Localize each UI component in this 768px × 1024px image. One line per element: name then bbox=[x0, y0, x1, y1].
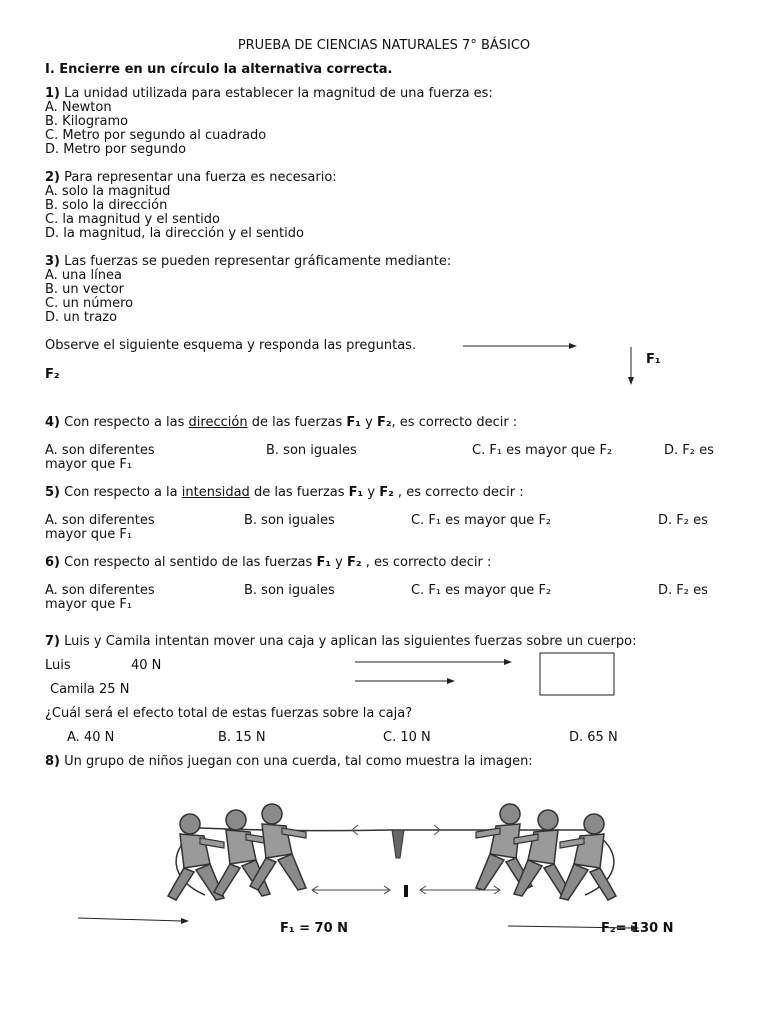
q3-option-c: C. un número bbox=[45, 296, 134, 311]
force-f1: F₁ bbox=[316, 555, 332, 570]
question-text: La unidad utilizada para establecer la magnitud de una fuerza es: bbox=[60, 86, 493, 101]
q1-option-a: A. Newton bbox=[45, 100, 112, 115]
q1-option-c: C. Metro por segundo al cuadrado bbox=[45, 128, 267, 143]
right-team bbox=[476, 804, 616, 900]
force-f1: F₁ bbox=[348, 485, 364, 500]
question-text: Con respecto a las bbox=[60, 415, 189, 430]
question-number: 5) bbox=[45, 485, 60, 500]
q7-option-c: C. 10 N bbox=[383, 730, 431, 745]
force-f1: F₁ bbox=[346, 415, 361, 430]
question-text: y bbox=[331, 555, 347, 570]
q5-option-a: A. son diferentes bbox=[45, 513, 155, 528]
q6-option-d: D. F₂ es bbox=[658, 583, 708, 598]
page-title: PRUEBA DE CIENCIAS NATURALES 7° BÁSICO bbox=[237, 38, 531, 53]
f1-force-label: F₁ = 70 N bbox=[280, 921, 349, 936]
luis-force: 40 N bbox=[131, 658, 162, 673]
q5-option-b: B. son iguales bbox=[244, 513, 335, 528]
q4-option-d: D. F₂ es bbox=[664, 443, 714, 458]
scheme-instruction: Observe el siguiente esquema y responda las preguntas. bbox=[45, 338, 417, 353]
handkerchief-icon bbox=[392, 830, 404, 858]
q1-option-b: B. Kilogramo bbox=[45, 114, 129, 129]
force-f2: F₂ bbox=[376, 415, 392, 430]
question-text: , es correcto decir : bbox=[391, 415, 518, 430]
question-text: Luis y Camila intentan mover una caja y aplican las siguientes fuerzas sobre un cuerpo: bbox=[60, 634, 637, 649]
q2-option-b: B. solo la dirección bbox=[45, 198, 168, 213]
q2-option-c: C. la magnitud y el sentido bbox=[45, 212, 220, 227]
q3-option-d: D. un trazo bbox=[45, 310, 118, 325]
question-text: Un grupo de niños juegan con una cuerda, tal como muestra la imagen: bbox=[60, 754, 533, 769]
question-number: 1) bbox=[45, 86, 60, 101]
question-number: 2) bbox=[45, 170, 60, 185]
q7-option-b: B. 15 N bbox=[218, 730, 266, 745]
q7-option-a: A. 40 N bbox=[67, 730, 115, 745]
question-text: , es correcto decir : bbox=[393, 485, 524, 500]
q7-question: ¿Cuál será el efecto total de estas fuerzas sobre la caja? bbox=[45, 706, 413, 721]
force-f2: F₂ bbox=[346, 555, 362, 570]
q2-option-d: D. la magnitud, la dirección y el sentido bbox=[45, 226, 304, 241]
q4-option-d-cont: mayor que F₁ bbox=[45, 457, 133, 472]
scheme-f1-label: F₁ bbox=[646, 352, 661, 367]
question-text: Las fuerzas se pueden representar gráficamente mediante: bbox=[60, 254, 452, 269]
scheme-f2-label: F₂ bbox=[45, 367, 60, 382]
q5-option-d: D. F₂ es bbox=[658, 513, 708, 528]
question-text: Con respecto al sentido de las fuerzas bbox=[60, 555, 317, 570]
q3-option-a: A. una línea bbox=[45, 268, 122, 283]
question-text: de las fuerzas bbox=[249, 485, 349, 500]
question-number: 6) bbox=[45, 555, 60, 570]
camila-label: Camila 25 N bbox=[50, 682, 130, 697]
q5-option-c: C. F₁ es mayor que F₂ bbox=[411, 513, 552, 528]
q6-option-b: B. son iguales bbox=[244, 583, 335, 598]
q7-option-d: D. 65 N bbox=[569, 730, 618, 745]
question-number: 8) bbox=[45, 754, 60, 769]
keyword-direccion: dirección bbox=[188, 415, 248, 430]
section-heading: I. Encierre en un círculo la alternativa correcta. bbox=[45, 62, 393, 77]
force-f2: F₂ bbox=[379, 485, 394, 500]
f2-force-label: F₂= 130 N bbox=[601, 921, 674, 936]
question-text: Para representar una fuerza es necesario: bbox=[60, 170, 337, 185]
q4-option-c: C. F₁ es mayor que F₂ bbox=[472, 443, 613, 458]
question-text: Con respecto a la bbox=[60, 485, 182, 500]
question-text: y bbox=[361, 415, 377, 430]
keyword-intensidad: intensidad bbox=[181, 485, 250, 500]
q4-option-b: B. son iguales bbox=[266, 443, 357, 458]
question-text: y bbox=[363, 485, 380, 500]
question-number: 3) bbox=[45, 254, 60, 269]
q2-option-a: A. solo la magnitud bbox=[45, 184, 171, 199]
q6-option-c: C. F₁ es mayor que F₂ bbox=[411, 583, 552, 598]
q3-option-b: B. un vector bbox=[45, 282, 125, 297]
luis-label: Luis bbox=[45, 658, 71, 673]
arrow-right-icon bbox=[78, 918, 189, 924]
center-mark bbox=[404, 885, 408, 897]
q1-option-d: D. Metro por segundo bbox=[45, 142, 187, 157]
question-number: 7) bbox=[45, 634, 60, 649]
q6-option-d-cont: mayor que F₁ bbox=[45, 597, 133, 612]
q4-option-a: A. son diferentes bbox=[45, 443, 155, 458]
question-number: 4) bbox=[45, 415, 60, 430]
q6-option-a: A. son diferentes bbox=[45, 583, 155, 598]
question-text: , es correcto decir : bbox=[361, 555, 492, 570]
question-text: de las fuerzas bbox=[247, 415, 347, 430]
q5-option-d-cont: mayor que F₁ bbox=[45, 527, 133, 542]
